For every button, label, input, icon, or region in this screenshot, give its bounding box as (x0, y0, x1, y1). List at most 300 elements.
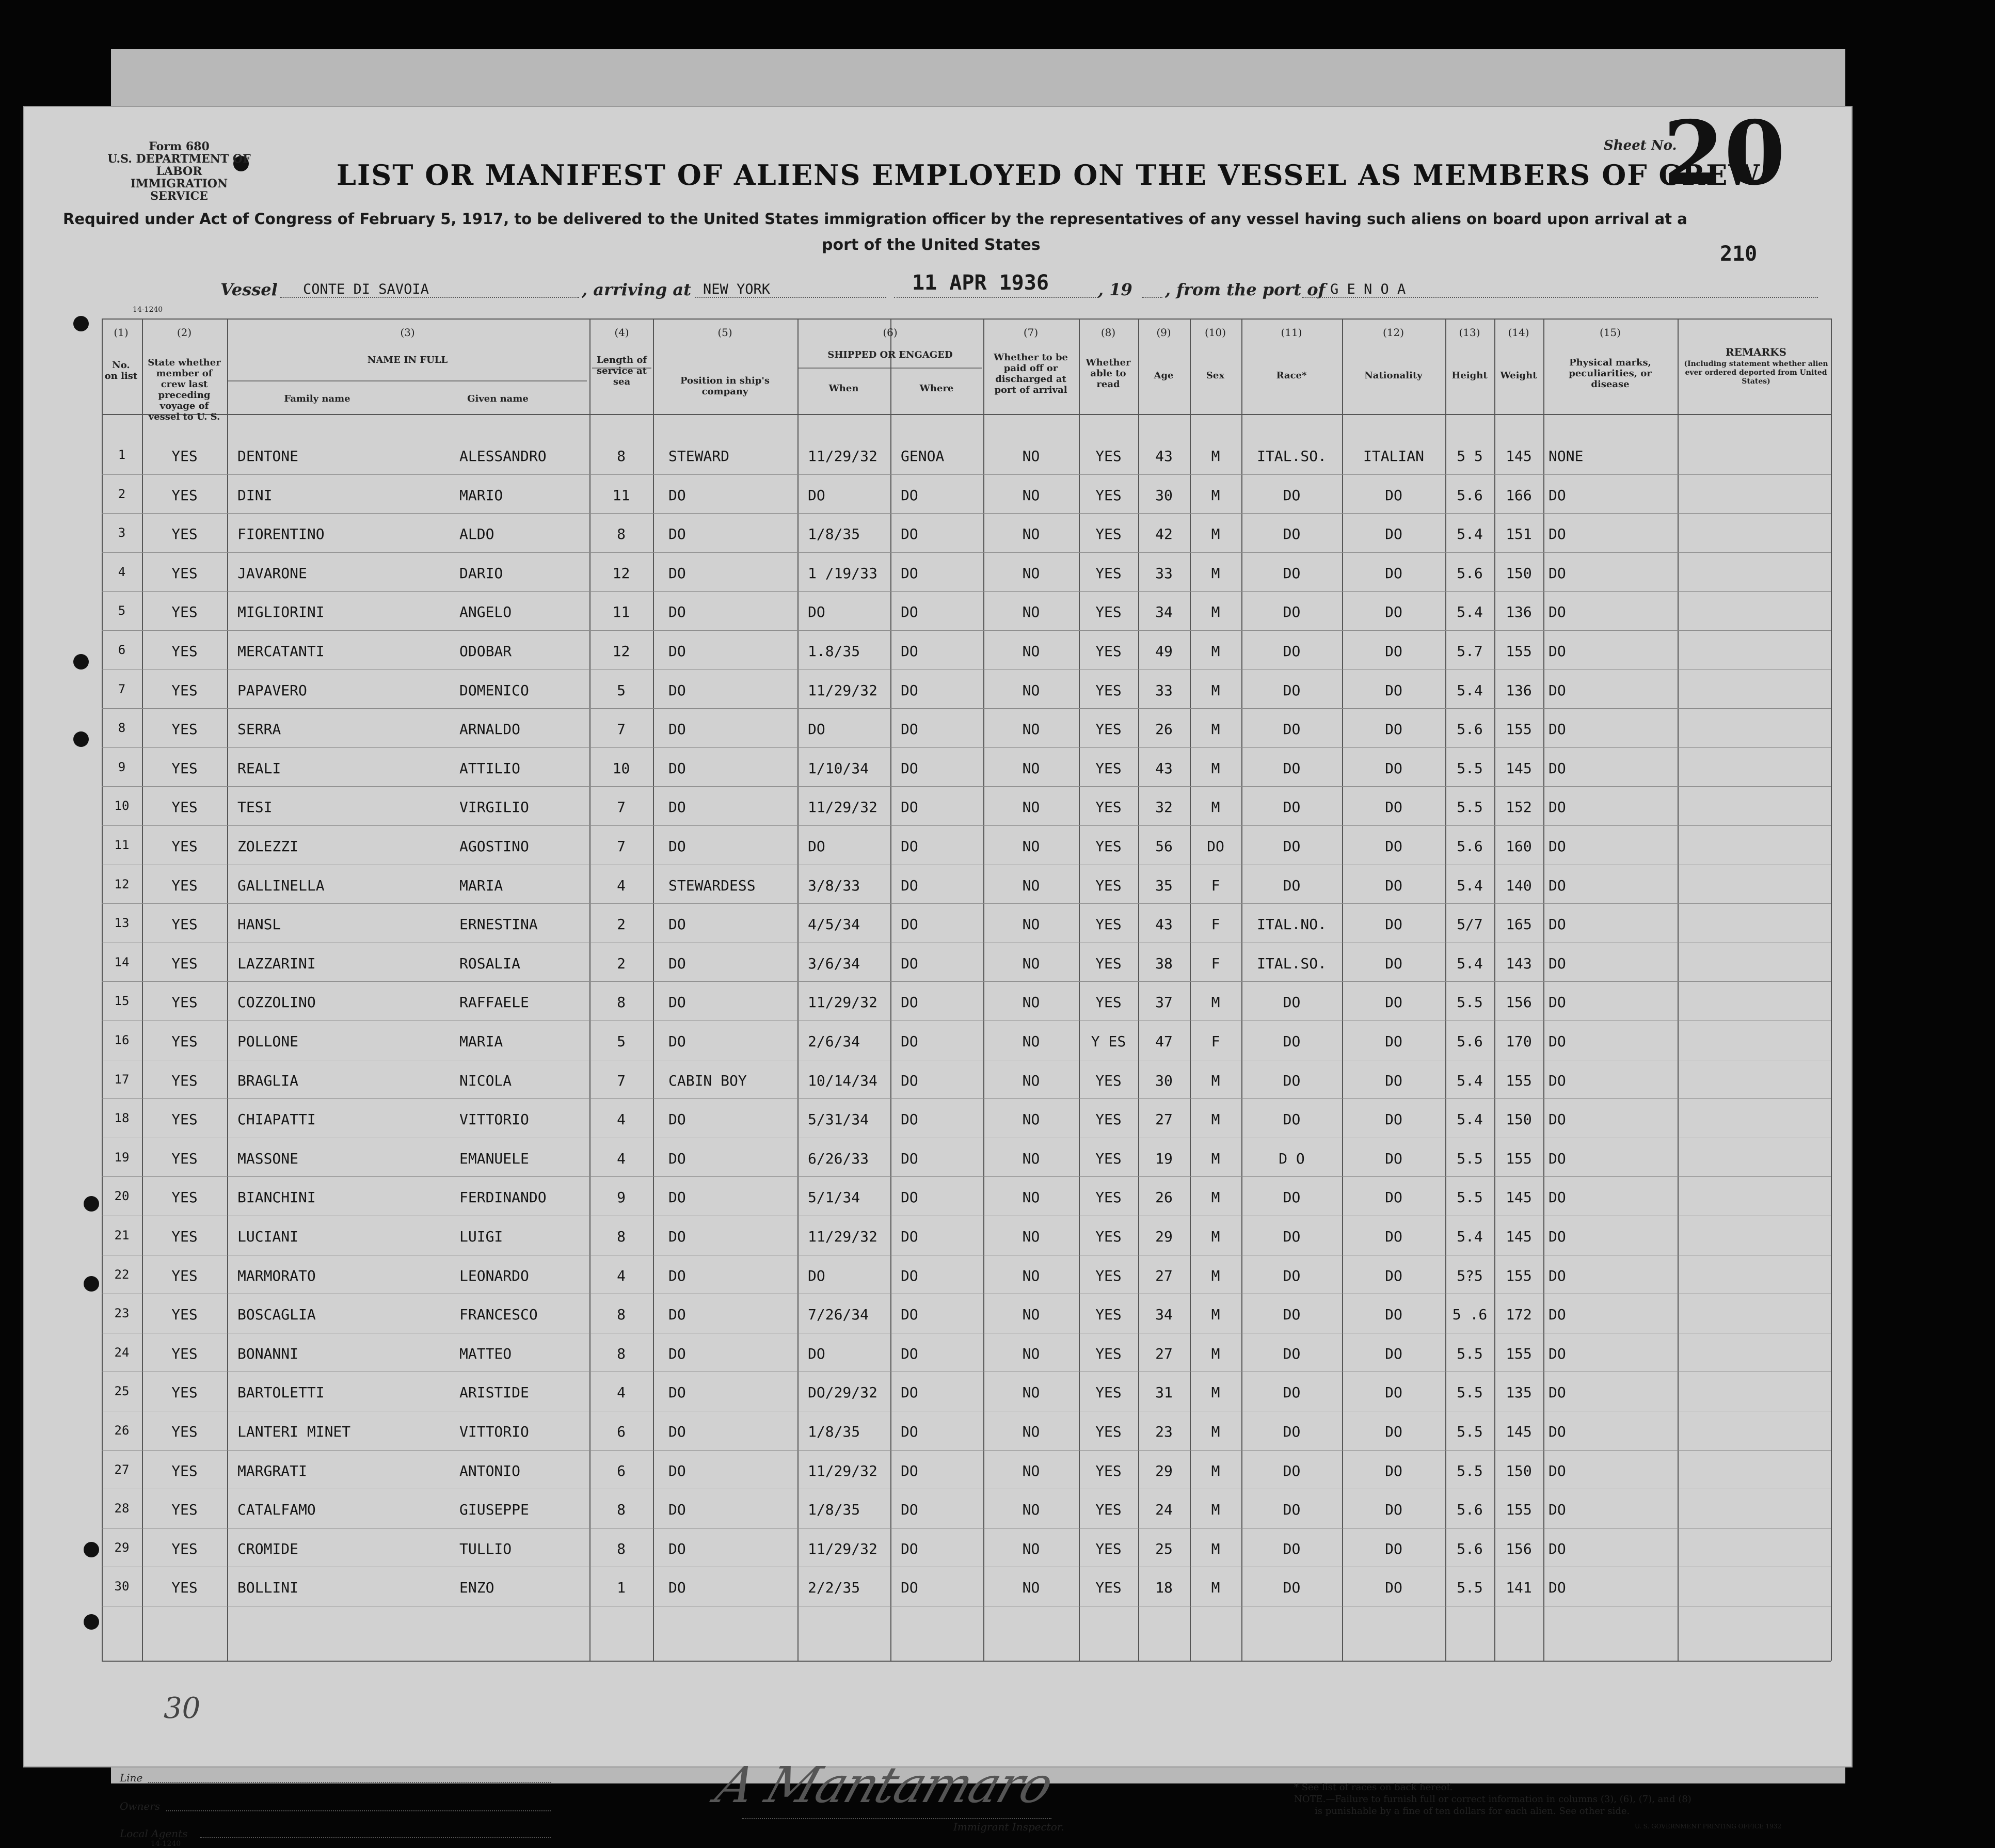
row-rule (102, 552, 1831, 553)
col15-label: Physical marks, peculiarities, or disease (1569, 357, 1652, 390)
cell-sex: M (1211, 681, 1220, 699)
cell-sex: F (1211, 954, 1220, 972)
cell-crew: YES (171, 448, 198, 465)
cell-race: DO (1283, 525, 1301, 543)
column-rule (142, 318, 143, 1661)
column-rule (1494, 318, 1495, 1661)
cell-where: DO (901, 1033, 918, 1050)
cell-position: DO (668, 759, 686, 777)
cell-when: 11/29/32 (808, 448, 877, 465)
column-rule (102, 318, 103, 1661)
cell-position: DO (668, 1579, 686, 1597)
cell-where: DO (901, 1189, 918, 1206)
cell-where: DO (901, 994, 918, 1011)
cell-given: MATTEO (459, 1345, 512, 1362)
cell-race: DO (1283, 1267, 1301, 1284)
from-port-label: , from the port of (1165, 280, 1326, 299)
cell-marks: DO (1549, 643, 1566, 660)
cell-family: GALLINELLA (237, 877, 325, 894)
cell-race: DO (1283, 1579, 1301, 1597)
cell-crew: YES (171, 1345, 198, 1362)
cell-weight: 156 (1506, 994, 1532, 1011)
cell-position: DO (668, 643, 686, 660)
cell-family: JAVARONE (237, 564, 307, 582)
cell-no: 11 (114, 838, 130, 852)
cell-no: 23 (114, 1306, 130, 1321)
cell-when: DO/29/32 (808, 1384, 877, 1401)
cell-sex: M (1211, 1189, 1220, 1206)
arriving-port: NEW YORK (703, 281, 771, 297)
cell-read: YES (1095, 1150, 1122, 1167)
col12-label: Nationality (1364, 370, 1423, 381)
cell-no: 30 (114, 1579, 130, 1594)
cell-sex: M (1211, 1228, 1220, 1245)
cell-height: 5.5 (1457, 759, 1483, 777)
cell-nationality: DO (1385, 721, 1402, 738)
cell-paid: NO (1022, 994, 1040, 1011)
col3-given-label: Given name (467, 393, 529, 404)
printer-imprint: U. S. GOVERNMENT PRINTING OFFICE 1932 (1635, 1823, 1782, 1830)
cell-no: 1 (118, 448, 126, 462)
cell-sex: M (1211, 994, 1220, 1011)
cell-read: YES (1095, 1267, 1122, 1284)
column-rule (1445, 318, 1446, 1661)
col11-label: Race* (1276, 370, 1307, 381)
cell-marks: DO (1549, 1540, 1566, 1557)
row-rule (102, 513, 1831, 514)
cell-crew: YES (171, 1462, 198, 1479)
cell-race: DO (1283, 1228, 1301, 1245)
cell-weight: 152 (1506, 799, 1532, 816)
cell-height: 5.4 (1457, 877, 1483, 894)
cell-family: BOLLINI (237, 1579, 299, 1597)
owners-field (166, 1810, 551, 1811)
cell-given: ARNALDO (459, 721, 521, 738)
cell-height: 5.4 (1457, 603, 1483, 621)
cell-weight: 145 (1506, 1189, 1532, 1206)
cell-race: DO (1283, 1189, 1301, 1206)
cell-crew: YES (171, 1111, 198, 1128)
cell-when: 2/6/34 (808, 1033, 860, 1050)
col12-number: (12) (1382, 326, 1405, 339)
cell-when: DO (808, 486, 825, 504)
cell-where: DO (901, 1384, 918, 1401)
cell-marks: DO (1549, 1189, 1566, 1206)
cell-read: YES (1095, 1189, 1122, 1206)
cell-age: 23 (1155, 1423, 1173, 1440)
cell-where: DO (901, 1540, 918, 1557)
cell-service: 12 (612, 564, 630, 582)
cell-age: 25 (1155, 1540, 1173, 1557)
cell-read: YES (1095, 1501, 1122, 1519)
cell-family: MERCATANTI (237, 643, 325, 660)
cell-where: DO (901, 681, 918, 699)
binder-hole (84, 1614, 99, 1630)
cell-service: 4 (617, 877, 626, 894)
cell-sex: M (1211, 1111, 1220, 1128)
binder-hole (84, 1276, 99, 1292)
cell-no: 28 (114, 1501, 130, 1516)
cell-family: MARMORATO (237, 1267, 316, 1284)
cell-no: 25 (114, 1384, 130, 1399)
cell-family: COZZOLINO (237, 994, 316, 1011)
cell-position: STEWARD (668, 448, 730, 465)
cell-race: DO (1283, 486, 1301, 504)
cell-no: 7 (118, 681, 126, 696)
cell-nationality: DO (1385, 564, 1402, 582)
column-rule (1241, 318, 1242, 1661)
col3-number: (3) (400, 326, 415, 339)
cell-position: DO (668, 564, 686, 582)
row-rule (102, 786, 1831, 787)
penalty-note-1: NOTE.—Failure to furnish full or correct information in columns (3), (6), (7), and (8) (1294, 1794, 1691, 1805)
col4-number: (4) (614, 326, 629, 339)
cell-position: DO (668, 603, 686, 621)
cell-where: DO (901, 1579, 918, 1597)
cell-weight: 141 (1506, 1579, 1532, 1597)
cell-given: MARIO (459, 486, 503, 504)
column-rule (890, 318, 891, 1661)
cell-position: DO (668, 1189, 686, 1206)
cell-height: 5.5 (1457, 799, 1483, 816)
col9-label: Age (1154, 370, 1174, 381)
cell-weight: 140 (1506, 877, 1532, 894)
column-rule (983, 318, 984, 1661)
col14-number: (14) (1508, 326, 1529, 339)
column-rule (589, 318, 590, 1661)
cell-marks: DO (1549, 1501, 1566, 1519)
cell-family: LANTERI MINET (237, 1423, 351, 1440)
cell-weight: 155 (1506, 1501, 1532, 1519)
cell-no: 6 (118, 643, 126, 657)
col13-label: Height (1451, 370, 1488, 381)
cell-service: 4 (617, 1111, 626, 1128)
cell-sex: M (1211, 486, 1220, 504)
cell-nationality: DO (1385, 1345, 1402, 1362)
cell-weight: 150 (1506, 564, 1532, 582)
cell-given: NICOLA (459, 1072, 512, 1089)
cell-race: DO (1283, 994, 1301, 1011)
row-rule (102, 981, 1831, 982)
col5-number: (5) (717, 326, 732, 339)
cell-nationality: DO (1385, 1228, 1402, 1245)
cell-given: DARIO (459, 564, 503, 582)
cell-weight: 172 (1506, 1306, 1532, 1324)
cell-nationality: DO (1385, 877, 1402, 894)
cell-where: DO (901, 1306, 918, 1324)
cell-when: 3/6/34 (808, 954, 860, 972)
cell-marks: DO (1549, 759, 1566, 777)
cell-family: BRAGLIA (237, 1072, 299, 1089)
cell-weight: 145 (1506, 448, 1532, 465)
row-rule (102, 708, 1831, 709)
cell-race: DO (1283, 564, 1301, 582)
cell-position: DO (668, 1033, 686, 1050)
cell-family: ZOLEZZI (237, 838, 299, 855)
cell-read: YES (1095, 448, 1122, 465)
cell-crew: YES (171, 603, 198, 621)
cell-when: 2/2/35 (808, 1579, 860, 1597)
column-rule (797, 318, 799, 1661)
cell-when: 1/8/35 (808, 1423, 860, 1440)
vessel-label: Vessel (220, 280, 278, 299)
cell-crew: YES (171, 1579, 198, 1597)
manifest-subtitle-line1: Required under Act of Congress of February 5, 1917, to be delivered to the United States immigration officer by the representatives of any vessel having such aliens on board upon arrival at a (63, 210, 1687, 228)
cell-sex: M (1211, 1462, 1220, 1479)
cell-race: ITAL.SO. (1257, 448, 1327, 465)
cell-nationality: DO (1385, 525, 1402, 543)
cell-age: 56 (1155, 838, 1173, 855)
col7-label: Whether to be paid off or discharged at port of arrival (994, 352, 1068, 395)
cell-service: 5 (617, 681, 626, 699)
cell-family: SERRA (237, 721, 281, 738)
cell-height: 5.4 (1457, 1228, 1483, 1245)
cell-race: D O (1279, 1150, 1305, 1167)
col5-label: Position in ship's company (680, 375, 770, 397)
cell-nationality: DO (1385, 1462, 1402, 1479)
cell-height: 5.4 (1457, 954, 1483, 972)
cell-height: 5.7 (1457, 643, 1483, 660)
cell-weight: 155 (1506, 1072, 1532, 1089)
cell-read: YES (1095, 603, 1122, 621)
cell-position: DO (668, 1150, 686, 1167)
cell-nationality: DO (1385, 916, 1402, 933)
cell-nationality: DO (1385, 1501, 1402, 1519)
col1-number: (1) (114, 326, 129, 339)
inspector-signature: A Mantamaro (709, 1756, 1060, 1814)
binder-hole (84, 1196, 99, 1212)
cell-position: DO (668, 994, 686, 1011)
cell-no: 29 (114, 1540, 130, 1555)
cell-given: ALDO (459, 525, 494, 543)
cell-marks: DO (1549, 603, 1566, 621)
cell-age: 30 (1155, 1072, 1173, 1089)
cell-sex: M (1211, 643, 1220, 660)
line-field (148, 1782, 551, 1783)
cell-given: VITTORIO (459, 1423, 529, 1440)
cell-read: YES (1095, 1228, 1122, 1245)
cell-read: YES (1095, 1423, 1122, 1440)
cell-sex: M (1211, 1501, 1220, 1519)
small-code: 14-1240 (133, 306, 163, 314)
cell-race: DO (1283, 1072, 1301, 1089)
cell-weight: 155 (1506, 1267, 1532, 1284)
cell-race: DO (1283, 1540, 1301, 1557)
cell-height: 5.5 (1457, 1189, 1483, 1206)
cell-sex: M (1211, 1306, 1220, 1324)
cell-nationality: DO (1385, 1423, 1402, 1440)
cell-read: Y ES (1091, 1033, 1126, 1050)
cell-race: DO (1283, 721, 1301, 738)
cell-nationality: DO (1385, 1540, 1402, 1557)
cell-given: LEONARDO (459, 1267, 529, 1284)
cell-age: 49 (1155, 643, 1173, 660)
cell-nationality: DO (1385, 1150, 1402, 1167)
cell-height: 5.4 (1457, 1072, 1483, 1089)
col10-number: (10) (1204, 326, 1226, 339)
cell-paid: NO (1022, 877, 1040, 894)
cell-family: DINI (237, 486, 273, 504)
cell-given: VIRGILIO (459, 799, 529, 816)
row-rule (102, 591, 1831, 592)
cell-position: DO (668, 486, 686, 504)
cell-no: 24 (114, 1345, 130, 1360)
cell-crew: YES (171, 1384, 198, 1401)
cell-when: 11/29/32 (808, 799, 877, 816)
cell-marks: DO (1549, 1423, 1566, 1440)
table-bottom-rule (102, 1661, 1831, 1662)
manifest-title: LIST OR MANIFEST OF ALIENS EMPLOYED ON THE VESSEL AS MEMBERS OF CREW (337, 158, 1761, 192)
cell-weight: 155 (1506, 1345, 1532, 1362)
col2-number: (2) (177, 326, 192, 339)
cell-no: 17 (114, 1072, 130, 1087)
cell-service: 11 (612, 486, 630, 504)
cell-crew: YES (171, 564, 198, 582)
cell-given: LUIGI (459, 1228, 503, 1245)
cell-given: ANGELO (459, 603, 512, 621)
cell-weight: 145 (1506, 1423, 1532, 1440)
cell-when: 5/31/34 (808, 1111, 869, 1128)
column-rule (653, 318, 654, 1661)
cell-nationality: DO (1385, 1111, 1402, 1128)
cell-nationality: DO (1385, 643, 1402, 660)
cell-paid: NO (1022, 721, 1040, 738)
cell-weight: 165 (1506, 916, 1532, 933)
cell-crew: YES (171, 877, 198, 894)
cell-family: TESI (237, 799, 273, 816)
cell-weight: 155 (1506, 721, 1532, 738)
year-line (1142, 297, 1162, 298)
cell-position: DO (668, 525, 686, 543)
cell-where: DO (901, 525, 918, 543)
cell-paid: NO (1022, 448, 1040, 465)
cell-crew: YES (171, 954, 198, 972)
cell-crew: YES (171, 1267, 198, 1284)
cell-service: 4 (617, 1267, 626, 1284)
cell-read: YES (1095, 799, 1122, 816)
cell-when: DO (808, 838, 825, 855)
cell-where: DO (901, 721, 918, 738)
cell-weight: 145 (1506, 1228, 1532, 1245)
cell-age: 31 (1155, 1384, 1173, 1401)
cell-service: 7 (617, 799, 626, 816)
cell-height: 5.6 (1457, 564, 1483, 582)
cell-sex: M (1211, 1150, 1220, 1167)
cell-height: 5.6 (1457, 1540, 1483, 1557)
name-sub-rule (228, 380, 587, 381)
column-rule (1342, 318, 1343, 1661)
cell-position: DO (668, 721, 686, 738)
cell-service: 9 (617, 1189, 626, 1206)
cell-service: 4 (617, 1150, 626, 1167)
cell-crew: YES (171, 799, 198, 816)
cell-height: 5.6 (1457, 838, 1483, 855)
cell-read: YES (1095, 994, 1122, 1011)
cell-read: YES (1095, 525, 1122, 543)
cell-service: 11 (612, 603, 630, 621)
cell-given: GIUSEPPE (459, 1501, 529, 1519)
cell-given: EMANUELE (459, 1150, 529, 1167)
cell-when: 11/29/32 (808, 1462, 877, 1479)
cell-marks: DO (1549, 954, 1566, 972)
cell-race: DO (1283, 603, 1301, 621)
cell-race: DO (1283, 681, 1301, 699)
cell-sex: M (1211, 721, 1220, 738)
cell-race: DO (1283, 1462, 1301, 1479)
cell-height: 5.5 (1457, 1462, 1483, 1479)
cell-given: ANTONIO (459, 1462, 521, 1479)
cell-nationality: DO (1385, 994, 1402, 1011)
cell-family: PAPAVERO (237, 681, 307, 699)
col8-label: Whether able to read (1086, 357, 1131, 390)
cell-service: 1 (617, 1579, 626, 1597)
cell-sex: M (1211, 448, 1220, 465)
cell-marks: DO (1549, 486, 1566, 504)
cell-given: MARIA (459, 877, 503, 894)
cell-where: DO (901, 1072, 918, 1089)
cell-sex: M (1211, 1384, 1220, 1401)
col1-label: No. on list (104, 360, 138, 381)
cell-no: 5 (118, 603, 126, 618)
cell-read: YES (1095, 877, 1122, 894)
cell-when: 1/10/34 (808, 759, 869, 777)
cell-service: 8 (617, 448, 626, 465)
cell-where: DO (901, 799, 918, 816)
year-label: , 19 (1098, 280, 1132, 299)
cell-marks: DO (1549, 1111, 1566, 1128)
cell-height: 5.6 (1457, 1033, 1483, 1050)
line-label: Line (120, 1772, 143, 1784)
cell-marks: DO (1549, 721, 1566, 738)
reference-number: 210 (1720, 242, 1758, 266)
cell-paid: NO (1022, 643, 1040, 660)
form-number: Form 680 (149, 140, 210, 153)
cell-when: 1/8/35 (808, 525, 860, 543)
cell-read: YES (1095, 954, 1122, 972)
cell-crew: YES (171, 1306, 198, 1324)
cell-position: DO (668, 799, 686, 816)
remarks-label: REMARKS (1726, 346, 1786, 358)
cell-race: DO (1283, 838, 1301, 855)
cell-service: 7 (617, 721, 626, 738)
signature-line (742, 1818, 1051, 1819)
cell-nationality: DO (1385, 603, 1402, 621)
cell-no: 8 (118, 721, 126, 736)
cell-crew: YES (171, 643, 198, 660)
cell-service: 8 (617, 1228, 626, 1245)
cell-given: AGOSTINO (459, 838, 529, 855)
cell-given: MARIA (459, 1033, 503, 1050)
cell-sex: M (1211, 1423, 1220, 1440)
col6-where-label: Where (919, 383, 954, 394)
service-name: IMMIGRATION SERVICE (130, 177, 228, 203)
cell-where: DO (901, 838, 918, 855)
cell-sex: M (1211, 1267, 1220, 1284)
cell-service: 8 (617, 1306, 626, 1324)
cell-marks: NONE (1549, 448, 1584, 465)
cell-family: DENTONE (237, 448, 299, 465)
cell-given: FRANCESCO (459, 1306, 538, 1324)
cell-family: HANSL (237, 916, 281, 933)
cell-marks: DO (1549, 525, 1566, 543)
cell-paid: NO (1022, 1345, 1040, 1362)
cell-marks: DO (1549, 1033, 1566, 1050)
row-rule (102, 630, 1831, 631)
col15-number: (15) (1599, 326, 1621, 339)
cell-service: 12 (612, 643, 630, 660)
cell-age: 33 (1155, 564, 1173, 582)
table-top-rule (102, 318, 1831, 320)
